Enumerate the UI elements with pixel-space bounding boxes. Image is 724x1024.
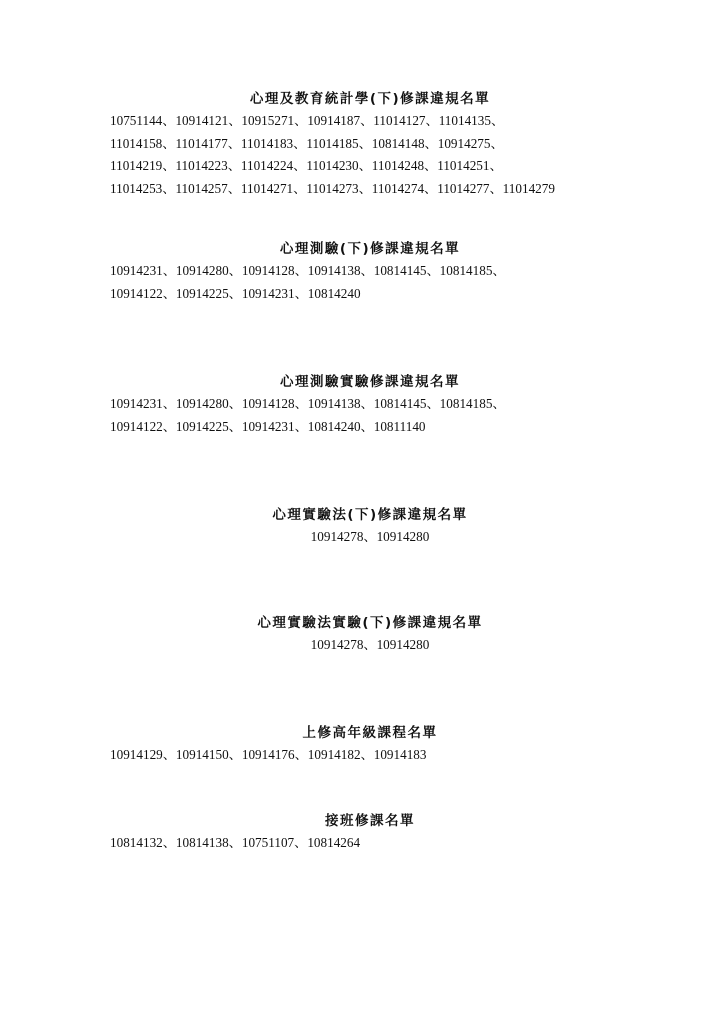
id-line: 10914278、10914280 [310, 637, 430, 652]
student-id-list [110, 832, 630, 855]
id-line: 10914231、10914280、10914128、10914138、10814145、10814185、 [110, 263, 506, 278]
section-experimental-methods-violations [110, 504, 630, 549]
section-statistics-violations [110, 88, 630, 200]
section-psych-testing-violations [110, 238, 630, 305]
student-id-list [110, 260, 630, 305]
student-id-list [110, 393, 630, 438]
id-line: 10914122、10914225、10914231、10814240、10811140 [110, 418, 426, 434]
student-id-list [110, 110, 630, 200]
id-line: 10914231、10914280、10914128、10914138、10814145、10814185、 [110, 396, 506, 411]
section-title: 心理及教育統計學(下)修課違規名單 [249, 91, 491, 107]
id-line: 11014253、11014257、11014271、11014273、11014274、11014277、11014279 [110, 180, 555, 196]
section-title: 接班修課名單 [325, 813, 415, 829]
id-line: 10751144、10914121、10915271、10914187、11014127、11014135、 [110, 113, 505, 128]
student-id-list [110, 744, 630, 767]
id-line: 10914278、10914280 [310, 529, 430, 544]
section-experimental-methods-lab-violations [110, 612, 630, 657]
student-id-list [110, 634, 630, 657]
section-title: 心理實驗法實驗(下)修課違規名單 [257, 615, 483, 631]
section-cross-class-enrollment [110, 810, 630, 855]
section-title: 上修高年級課程名單 [302, 725, 438, 741]
section-upper-level-courses [110, 722, 630, 767]
id-line: 10814132、10814138、10751107、10814264 [110, 835, 361, 850]
id-line: 10914129、10914150、10914176、10914182、10914183 [110, 747, 427, 762]
section-title: 心理測驗(下)修課違規名單 [279, 241, 461, 257]
section-title: 心理測驗實驗修課違規名單 [280, 374, 460, 390]
student-id-list [110, 526, 630, 549]
section-title: 心理實驗法(下)修課違規名單 [272, 507, 468, 523]
section-psych-testing-lab-violations [110, 371, 630, 438]
id-line: 11014158、11014177、11014183、11014185、10814148、10914275、 [110, 135, 504, 151]
id-line: 10914122、10914225、10914231、10814240 [110, 285, 361, 301]
id-line: 11014219、11014223、11014224、11014230、11014248、11014251、 [110, 158, 503, 173]
